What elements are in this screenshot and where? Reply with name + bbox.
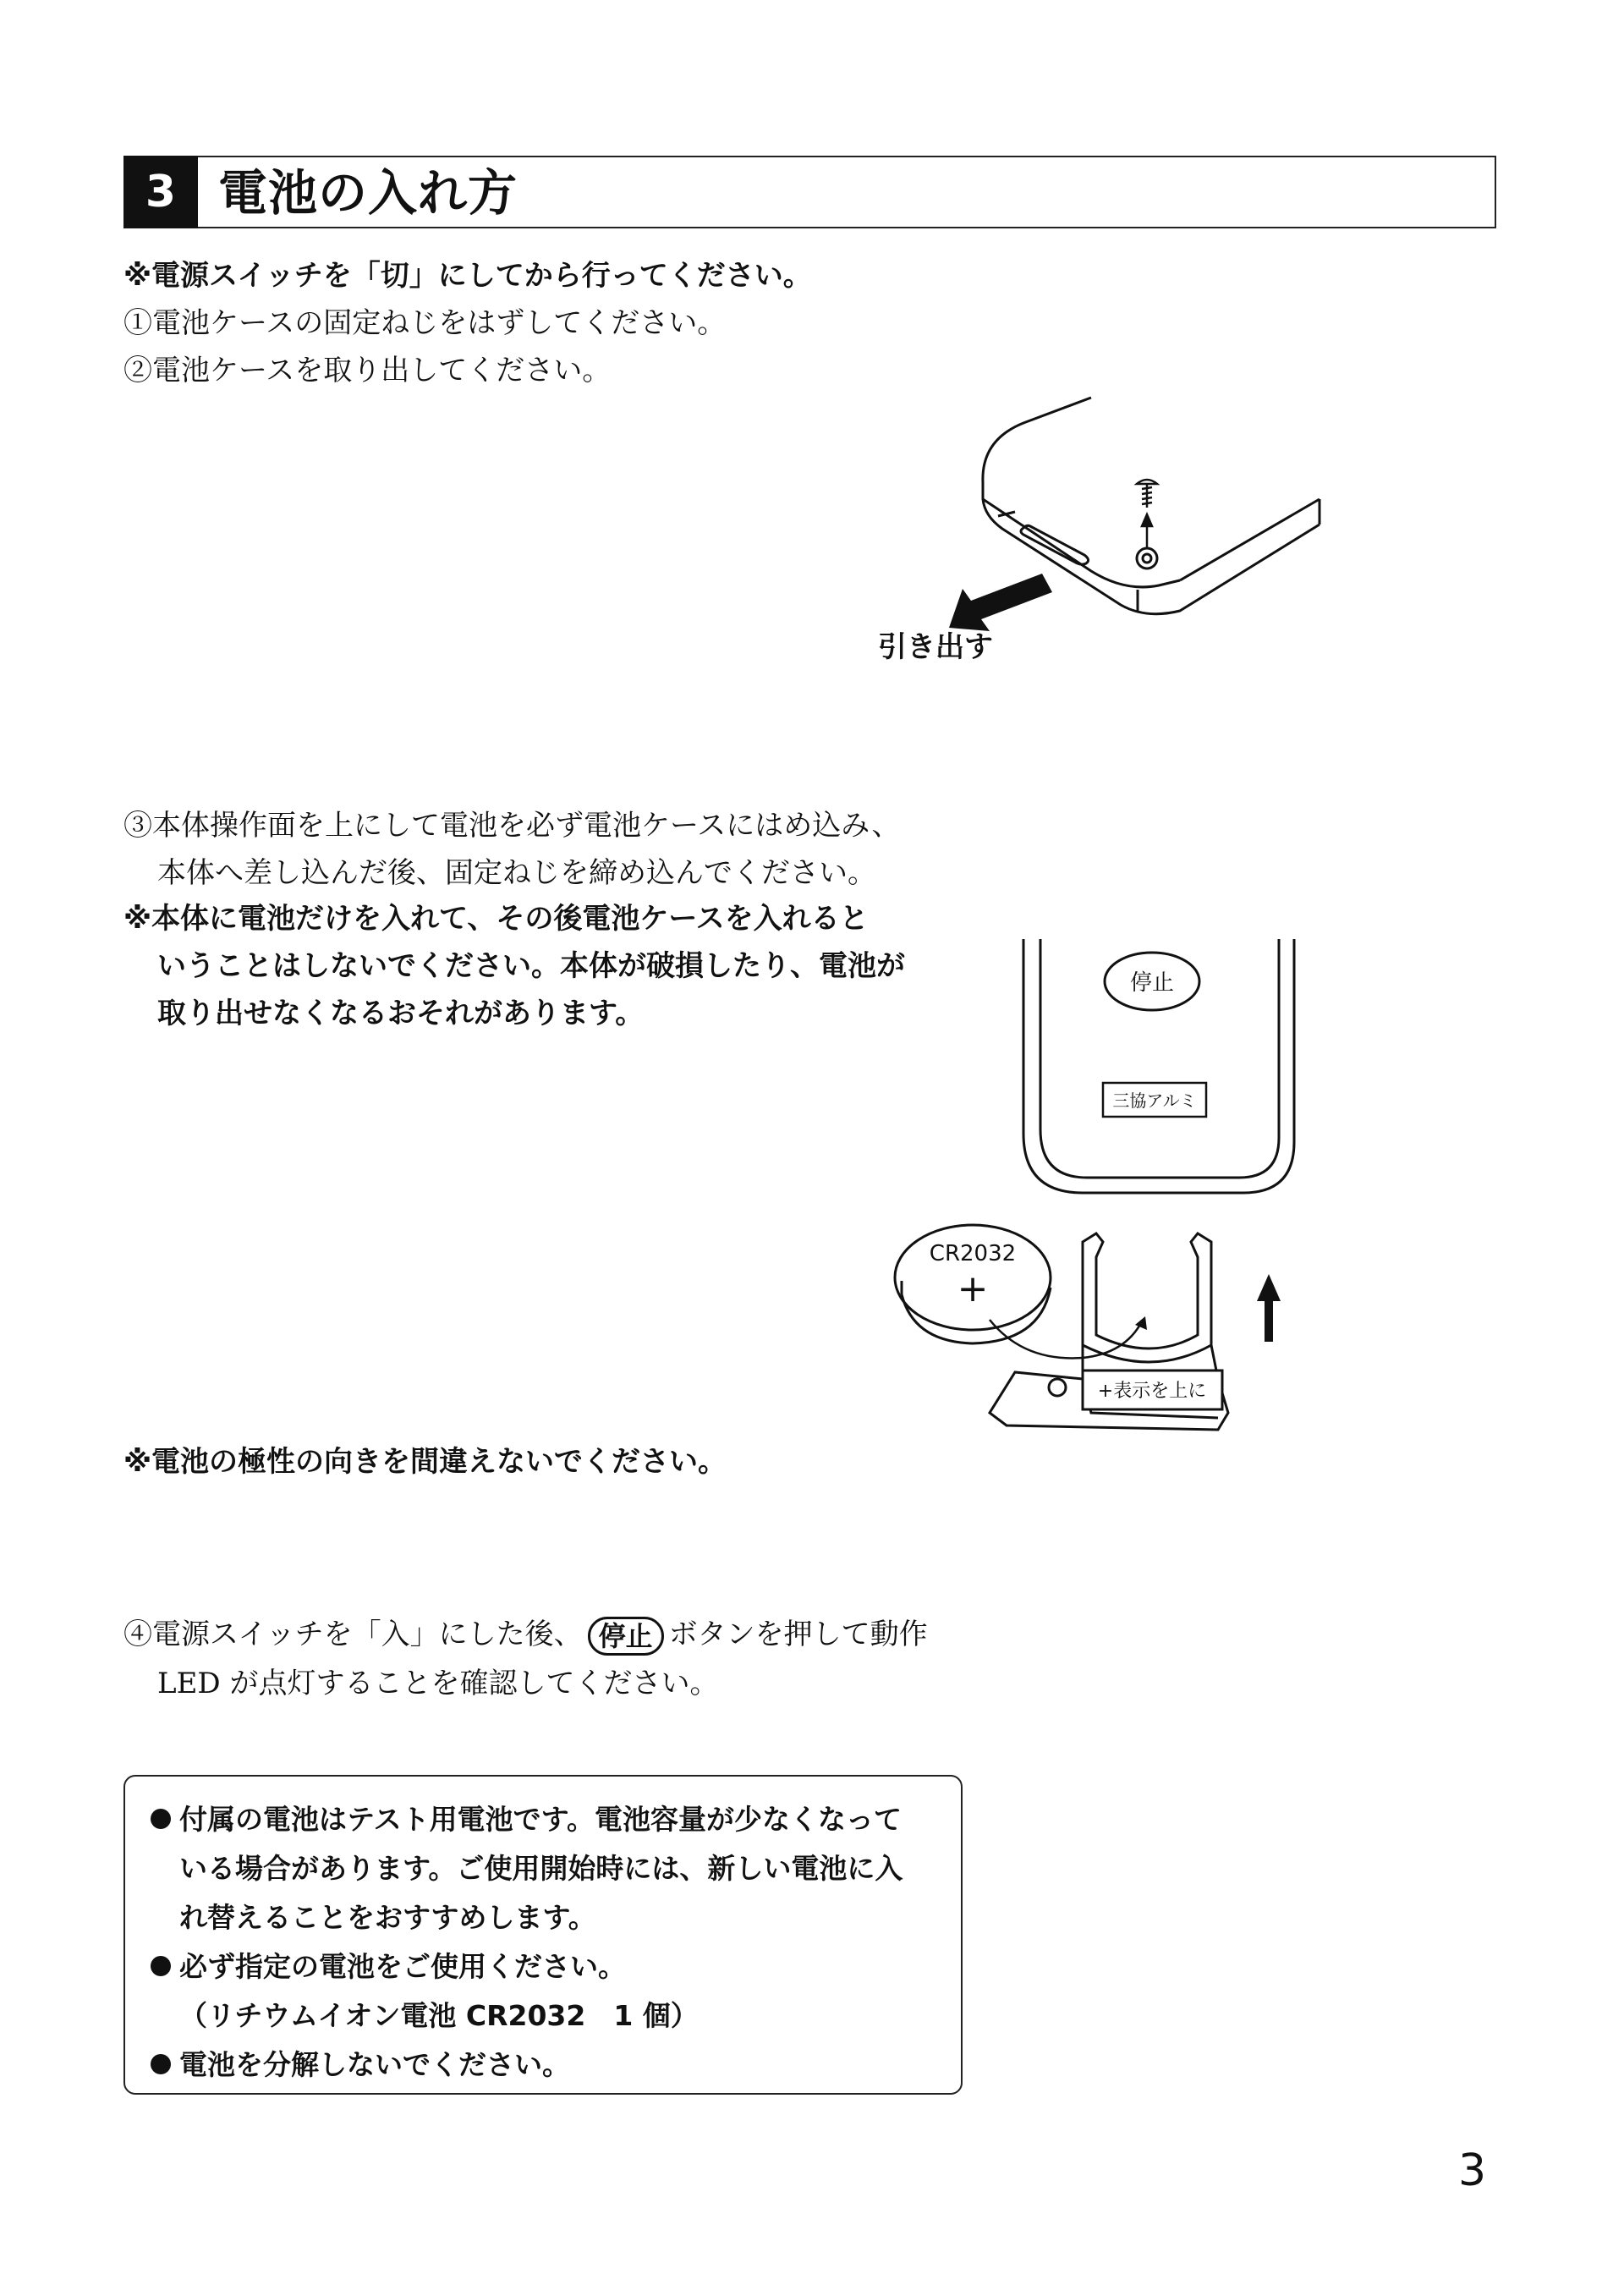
step-3-line1: ③本体操作面を上にして電池を必ず電池ケースにはめ込み、 bbox=[123, 809, 901, 843]
notes-box bbox=[123, 1775, 963, 2095]
section-title: 電池の入れ方 bbox=[218, 164, 518, 222]
note-2-line2: （リチウムイオン電池 CR2032 1 個） bbox=[179, 1999, 699, 2032]
step-1-text: ①電池ケースの固定ねじをはずしてください。 bbox=[123, 306, 727, 340]
brand-label: 三協アルミ bbox=[1112, 1090, 1197, 1111]
step-4-line2: LED が点灯することを確認してください。 bbox=[157, 1667, 719, 1700]
screw-icon bbox=[1137, 480, 1157, 508]
page-number: 3 bbox=[1458, 2145, 1487, 2196]
note-3-line1: 電池を分解しないでください。 bbox=[151, 2041, 961, 2090]
note-1-line2: いる場合があります。ご使用開始時には、新しい電池に入 bbox=[179, 1852, 903, 1885]
pull-out-caption: 引き出す bbox=[878, 630, 993, 664]
holder-label: +表示を上に bbox=[1097, 1381, 1207, 1402]
step-3-warning-line3: 取り出せなくなるおそれがあります。 bbox=[157, 997, 645, 1030]
step-3-line2: 本体へ差し込んだ後、固定ねじを締め込んでください。 bbox=[157, 856, 876, 890]
section-number: 3 bbox=[123, 156, 198, 228]
step-3-warning-line2: いうことはしないでください。本体が破損したり、電池が bbox=[157, 949, 905, 983]
note-1-line3: れ替えることをおすすめします。 bbox=[179, 1901, 596, 1934]
step-4-line1-b: ボタンを押して動作 bbox=[668, 1618, 928, 1651]
bullet-icon bbox=[151, 1956, 171, 1976]
battery-case-removal-figure bbox=[846, 389, 1387, 694]
stop-button-label: 停止 bbox=[1129, 970, 1175, 996]
stop-button-inline: 停止 bbox=[588, 1617, 664, 1656]
step-4-line1-a: ④電源スイッチを「入」にした後、 bbox=[123, 1618, 583, 1651]
note-1-line1: 付属の電池はテスト用電池です。電池容量が少なくなって bbox=[151, 1795, 961, 1844]
step-4-line1 bbox=[123, 1611, 928, 1658]
battery-plus-label: + bbox=[957, 1267, 989, 1310]
step-3-warning-line1: ※本体に電池だけを入れて、その後電池ケースを入れると bbox=[123, 902, 869, 936]
pull-arrow-icon bbox=[949, 574, 1052, 631]
note-2-line1: 必ず指定の電池をご使用ください。 bbox=[151, 1942, 961, 1991]
bullet-icon bbox=[151, 1809, 171, 1829]
battery-model-label: CR2032 bbox=[929, 1241, 1017, 1266]
coin-battery-icon bbox=[895, 1225, 1051, 1343]
insert-up-arrow-icon bbox=[1257, 1274, 1281, 1342]
bullet-icon bbox=[151, 2054, 171, 2074]
battery-insertion-figure bbox=[880, 939, 1336, 1447]
step-2-text: ②電池ケースを取り出してください。 bbox=[123, 354, 612, 387]
polarity-warning: ※電池の極性の向きを間違えないでください。 bbox=[123, 1445, 727, 1479]
switch-off-warning: ※電源スイッチを「切」にしてから行ってください。 bbox=[123, 259, 812, 293]
